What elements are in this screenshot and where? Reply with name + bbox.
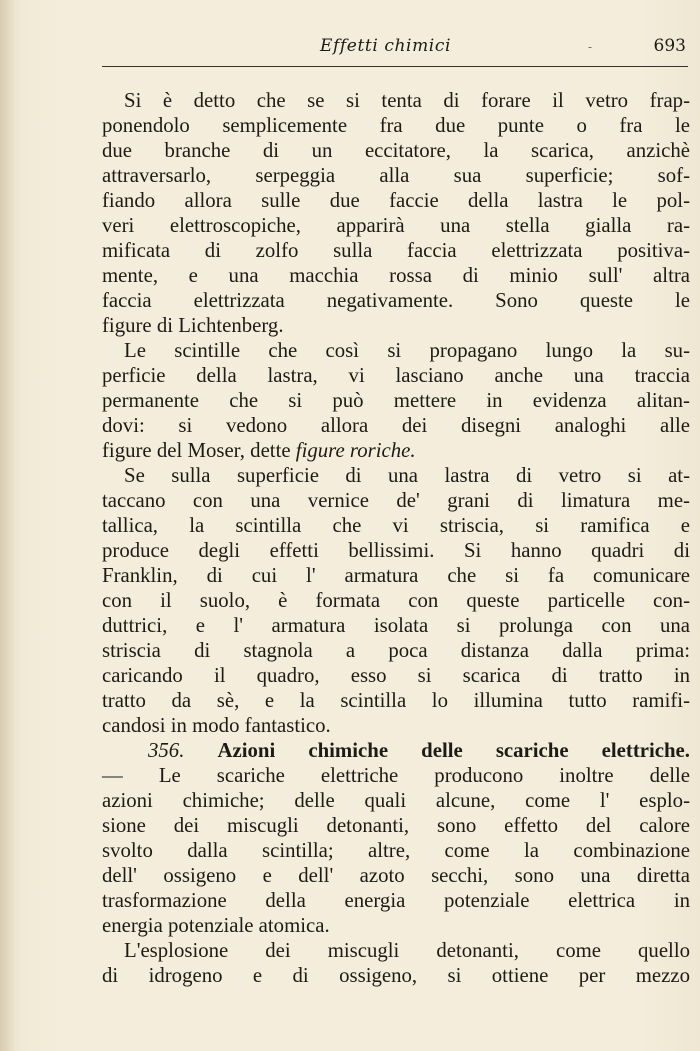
section-heading <box>102 738 690 763</box>
text-line: perficie della lastra, vi lasciano anche una traccia <box>102 364 690 387</box>
text-line: energia potenziale atomica. <box>102 914 330 937</box>
running-title: Effetti chimici <box>320 36 451 56</box>
text-line-with-term <box>102 438 690 463</box>
text-line: azioni chimiche; delle quali alcune, come l' esplo- <box>102 789 690 812</box>
text-line: L'esplosione dei miscugli detonanti, come quello <box>124 939 690 962</box>
body-text <box>102 88 690 988</box>
text-line: figure del Moser, dette <box>102 439 296 462</box>
text-line: due branche di un eccitatore, la scarica, anzichè <box>102 139 690 162</box>
text-line: candosi in modo fantastico. <box>102 714 331 737</box>
text-line: caricando il quadro, esso si scarica di tratto in <box>102 664 690 687</box>
section-title: Azioni chimiche delle scariche elettriche. <box>217 739 690 762</box>
text-line: Le scintille che così si propagano lungo la su- <box>124 339 690 362</box>
text-line: Franklin, di cui l' armatura che si fa comunicare <box>102 564 690 587</box>
figure-term: figure roriche. <box>295 439 416 462</box>
text-line: figure di Lichtenberg. <box>102 314 284 337</box>
text-line: Si è detto che se si tenta di forare il vetro frap- <box>124 89 690 112</box>
text-line: tratto da sè, e la scintilla lo illumina tutto ramifi- <box>102 689 690 712</box>
text-line: duttrici, e l' armatura isolata si prolunga con una <box>102 614 690 637</box>
header-rule <box>102 66 688 67</box>
text-line: sione dei miscugli detonanti, sono effetto del calore <box>102 814 690 837</box>
text-line: tallica, la scintilla che vi striscia, si ramifica e <box>102 514 690 537</box>
text-line: dell' ossigeno e dell' azoto secchi, sono una diretta <box>102 864 690 887</box>
page-header <box>102 34 688 62</box>
text-line: taccano con una vernice de' grani di limatura me- <box>102 489 690 512</box>
text-line: mente, e una macchia rossa di minio sull' altra <box>102 264 690 287</box>
text-line: dovi: si vedono allora dei disegni analoghi alle <box>102 414 690 437</box>
section-number: 356. <box>148 739 185 762</box>
text-line: svolto dalla scintilla; altre, come la combinazione <box>102 839 690 862</box>
text-line: Se sulla superficie di una lastra di vetro si at- <box>124 464 690 487</box>
text-line: permanente che si può mettere in evidenza alitan- <box>102 389 690 412</box>
page-gutter <box>0 0 14 1051</box>
text-line: ponendolo semplicemente fra due punte o fra le <box>102 114 690 137</box>
text-line: trasformazione della energia potenziale elettrica in <box>102 889 690 912</box>
text-line: fiando allora sulle due faccie della lastra le pol- <box>102 189 690 212</box>
text-line: con il suolo, è formata con queste particelle con- <box>102 589 690 612</box>
text-line: faccia elettrizzata negativamente. Sono queste le <box>102 289 690 312</box>
text-line: veri elettroscopiche, apparirà una stella gialla ra- <box>102 214 690 237</box>
header-mark: - <box>588 40 593 54</box>
text-line: striscia di stagnola a poca distanza dalla prima: <box>102 639 690 662</box>
text-line: attraversarlo, serpeggia alla sua superficie; sof- <box>102 164 690 187</box>
text-line: di idrogeno e di ossigeno, si ottiene per mezzo <box>102 964 690 987</box>
page-number: 693 <box>653 36 686 56</box>
text-line: produce degli effetti bellissimi. Si hanno quadri di <box>102 539 690 562</box>
text-line: mificata di zolfo sulla faccia elettrizzata positiva- <box>102 239 690 262</box>
text-line: — Le scariche elettriche producono inoltre delle <box>102 764 690 787</box>
